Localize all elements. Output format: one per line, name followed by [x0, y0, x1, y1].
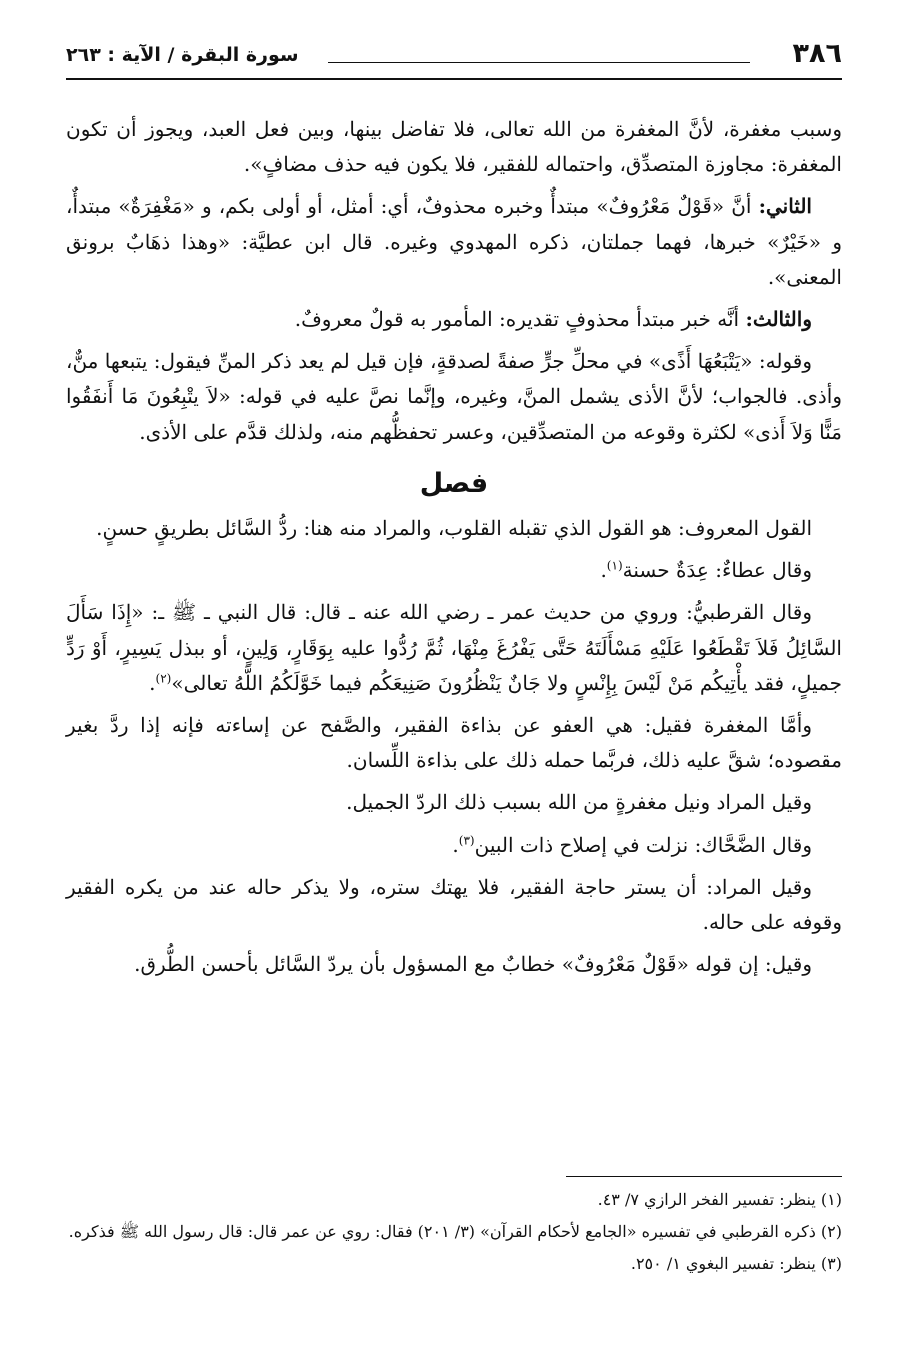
section-title: فصل	[419, 467, 489, 499]
paragraph: القول المعروف: هو القول الذي تقبله القلوب، والمراد منه هنا: ردُّ السَّائل بطريقٍ حسنٍ.	[96, 516, 812, 541]
footnote: (٢) ذكره القرطبي في تفسيره «الجامع لأحكام القرآن» (٣/ ٢٠١) فقال: روي عن عمر قال: قال رسول الله ﷺ فذكره.	[68, 1222, 842, 1241]
paragraph-end: .	[600, 558, 607, 583]
page-header	[66, 38, 842, 80]
page-number: ٣٨٦	[792, 38, 842, 69]
paragraph	[66, 595, 842, 701]
paragraph-text: وقال القرطبيُّ: وروي من حديث عمر ـ رضي الله عنه ـ قال: قال النبي ـ ﷺ ـ: «إِذَا سَأَلَ السَّائِلُ فَلاَ تَقْطَعُوا عَلَيْهِ مَسْأَلَتَهُ حَتَّى يَفْرُغَ مِنْهَا، ثُمَّ رُدُّوا عليه بِوَقَارٍ، وَلِينٍ، أو ببذل يَسِيرٍ، أَوْ رَدٍّ جميلٍ، فقد يأْتِيكُم مَنْ لَيْسَ بِإِنْسٍ ولا جَانٌ يَنْظُرُونَ صَنِيعَكُم فيما خَوَّلَكُمُ اللَّهُ تعالى»	[66, 600, 842, 695]
footnotes	[66, 1186, 842, 1282]
paragraph: وسبب مغفرة، لأنَّ المغفرة من الله تعالى، فلا تفاضل بينها، وبين فعل العبد، ويجوز أن تكون المغفرة: مجاوزة المتصدِّق، واحتماله للفقير، فلا يكون فيه حذف مضافٍ».	[66, 117, 843, 177]
footnote: (١) ينظر: تفسير الفخر الرازي ٧/ ٤٣.	[597, 1190, 842, 1209]
paragraph-text: أنَّ «قَوْلٌ مَعْرُوفٌ» مبتدأٌ وخبره محذوفٌ، أي: أمثل، أو أولى بكم، و «مَغْفِرَةٌ» مبتدأٌ، و «خَيْرٌ» خبرها، فهما جملتان، ذكره المهدوي وغيره. قال ابن عطيَّة: «وهذا ذهَابٌ برونق المعنى».	[66, 194, 842, 289]
footnote: (٣) ينظر: تفسير البغوي ١/ ٢٥٠.	[630, 1254, 842, 1273]
paragraph-label: والثالث:	[745, 307, 812, 332]
paragraph-end: .	[452, 832, 459, 857]
paragraph-text: أنَّه خبر مبتدأ محذوفٍ تقديره: المأمور به قولٌ معروفٌ.	[294, 307, 746, 332]
paragraph: وقيل المراد: أن يستر حاجة الفقير، فلا يهتك ستره، ولا يذكر حاله عند من يكره الفقير وقوفه على حاله.	[66, 874, 842, 935]
header-rule	[328, 62, 750, 63]
paragraph: وأمَّا المغفرة فقيل: هي العفو عن بذاءة الفقير، والصَّفح عن إساءته فإنه إذا ردَّ بغير مقصوده؛ شقَّ عليه ذلك، فربَّما حمله ذلك على بذاءة اللِّسان.	[66, 713, 842, 773]
paragraph-text: وقال عطاءٌ: عِدَةٌ حسنة	[622, 558, 812, 583]
paragraph: وقيل: إن قوله «قَوْلٌ مَعْرُوفٌ» خطابٌ مع المسؤول بأن يردّ السَّائل بأحسن الطُّرق.	[134, 952, 812, 977]
footnote-divider	[566, 1176, 842, 1177]
paragraph	[66, 302, 842, 337]
paragraph: وقوله: «يَتْبَعُهَا أَذًى» في محلِّ جرٍّ صفةً لصدقةٍ، فإن قيل لم يعد ذكر المنِّ فيقول: يتبعها منٌّ، وأذى. فالجواب؛ لأنَّ الأذى يشمل المنَّ، وغيره، وإنَّما نصَّ عليه في قوله: «لاَ يتْبِعُونَ مَا أَنفَقُوا مَنًّا وَلاَ أَذى» لكثرة وقوعه من المتصدِّقين، وعسر تحفظُّهم منه، ولذلك قدَّم على الأذى.	[66, 349, 842, 444]
footnote-ref[interactable]: (٣)	[458, 833, 475, 847]
paragraph-text: وقال الضَّحَّاك: نزلت في إصلاح ذات البين	[474, 832, 812, 857]
paragraph	[66, 828, 842, 863]
paragraph	[66, 553, 842, 588]
paragraph	[66, 189, 842, 295]
main-text	[66, 112, 842, 989]
running-title: سورة البقرة / الآية : ٢٦٣	[66, 44, 299, 66]
paragraph: وقيل المراد ونيل مغفرةٍ من الله بسبب ذلك الردّ الجميل.	[346, 790, 812, 815]
paragraph-end: .	[149, 670, 156, 695]
paragraph-label: الثاني:	[758, 194, 812, 219]
footnote-ref[interactable]: (١)	[606, 558, 623, 573]
footnote-ref[interactable]: (٢)	[155, 671, 172, 686]
